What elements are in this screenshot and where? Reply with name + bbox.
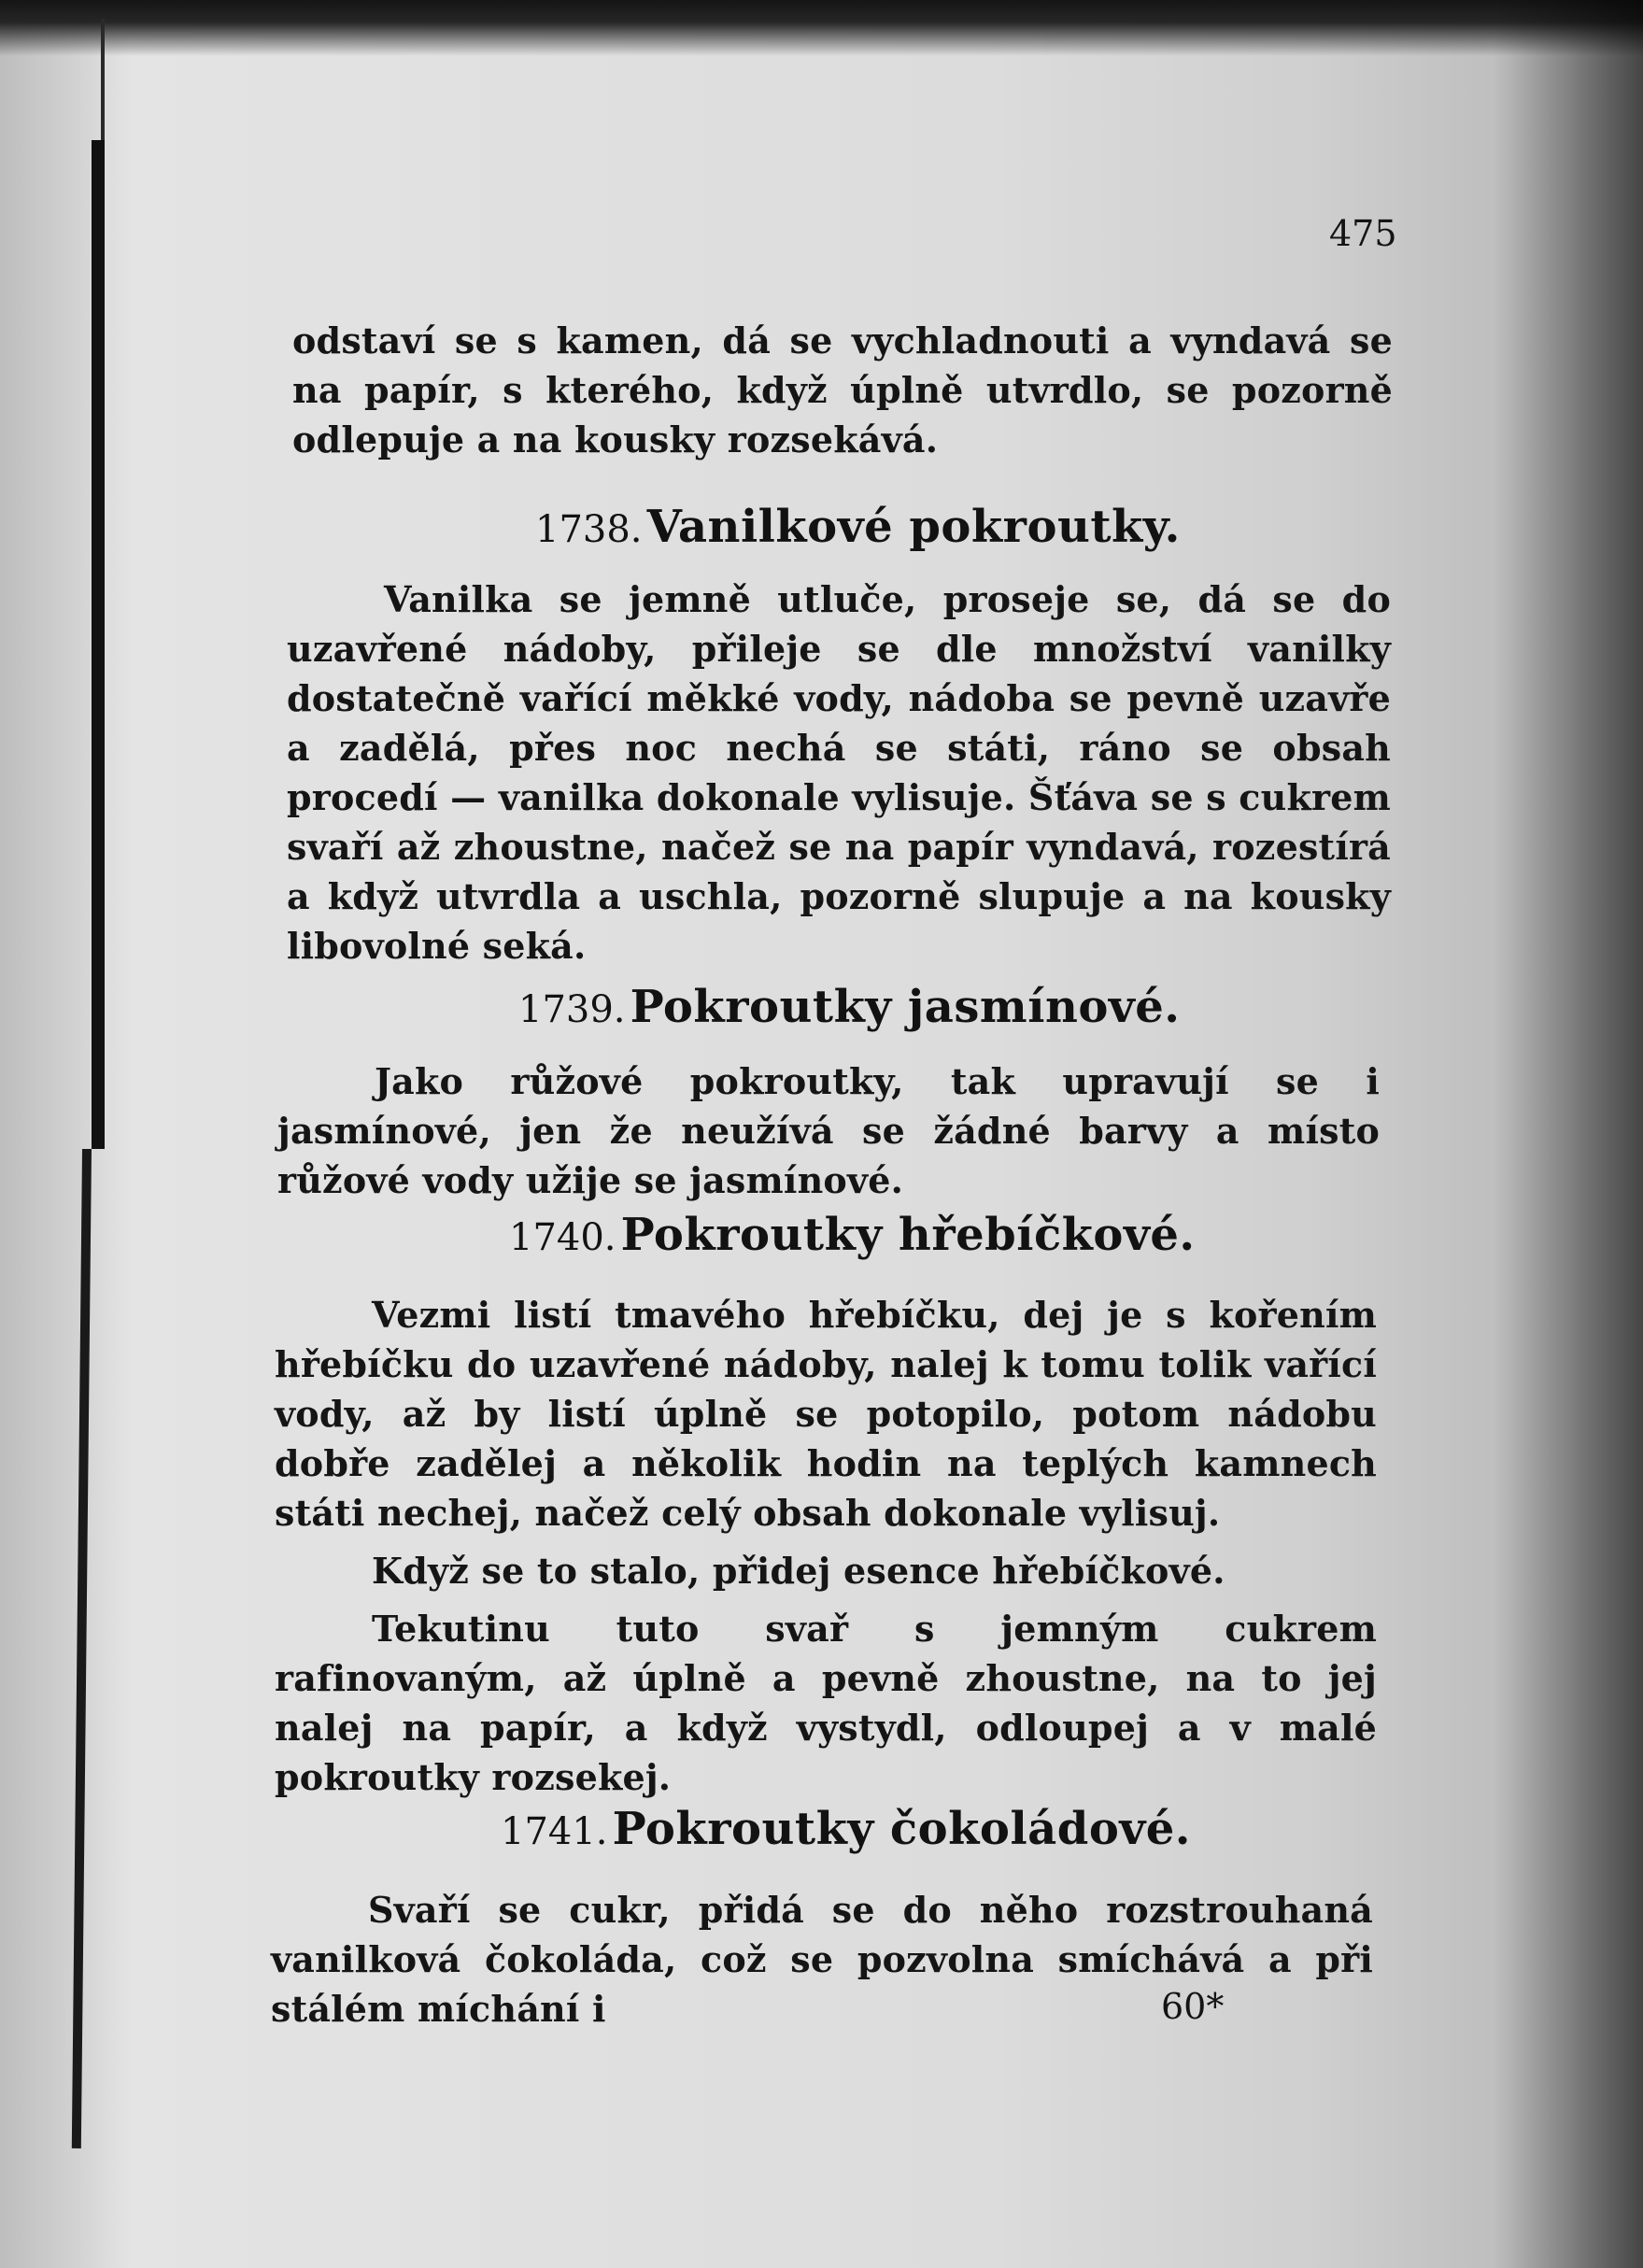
recipe-heading-1739 <box>518 981 1181 1033</box>
recipe-paragraph: Vanilka se jemně utluče, proseje se, dá se do uzavřené nádoby, přileje se dle množství vanilky dostatečně vařící měkké vody, nádoba se pevně uzavře a zadělá, přes noc nechá se státi, ráno se obsah procedí — vanilka dokonale vylisuje. Šťáva se s cukrem svaří až zhoustne, načež se na papír vyndavá, rozestírá a když utvrdla a uschla, pozorně slupuje a na kousky libovolné seká. <box>287 578 1391 967</box>
recipe-number: 1738. <box>535 508 643 551</box>
recipe-paragraph: Jako růžové pokroutky, tak upravují se i jasmínové, jen že neužívá se žádné barvy a místo růžové vody užije se jasmínové. <box>277 1060 1380 1201</box>
recipe-number: 1741. <box>501 1810 608 1853</box>
recipe-heading-1738 <box>535 501 1181 553</box>
intro-paragraph: odstaví se s kamen, dá se vychladnouti a vyndavá se na papír, s kterého, když úplně utvrdlo, se pozorně odlepuje a na kousky rozsekává. <box>292 319 1393 461</box>
recipe-heading-1741 <box>501 1803 1191 1855</box>
right-scan-shadow <box>1494 0 1643 2268</box>
signature-mark: 60* <box>1161 1986 1225 2027</box>
top-scan-shadow <box>0 0 1643 56</box>
recipe-number: 1739. <box>518 988 626 1031</box>
gutter-shadow-line <box>92 140 105 1149</box>
recipe-title: Pokroutky hřebíčkové. <box>620 1209 1196 1261</box>
recipe-title: Vanilkové pokroutky. <box>646 501 1181 553</box>
recipe-title: Pokroutky jasmínové. <box>630 981 1181 1033</box>
binding-edge <box>0 0 131 2268</box>
recipe-paragraph: Svaří se cukr, přidá se do něho rozstrouhaná vanilková čokoláda, což se pozvolna smíchává a při stálém míchání i <box>271 1889 1373 2030</box>
recipe-paragraph: Tekutinu tuto svař s jemným cukrem rafinovaným, až úplně a pevně zhoustne, na to jej nalej na papír, a když vystydl, odloupej a v malé pokroutky rozsekej. <box>275 1608 1377 1798</box>
recipe-number: 1740. <box>509 1216 616 1259</box>
gutter-shadow-line <box>101 19 105 149</box>
recipe-title: Pokroutky čokoládové. <box>612 1803 1191 1855</box>
recipe-heading-1740 <box>509 1209 1196 1261</box>
recipe-paragraph: Vezmi listí tmavého hřebíčku, dej je s kořením hřebíčku do uzavřené nádoby, nalej k tomu tolik vařící vody, až by listí úplně se potopilo, potom nádobu dobře zadělej a několik hodin na teplých kamnech státi nechej, načež celý obsah dokonale vylisuj. <box>275 1294 1377 1534</box>
recipe-paragraph: Když se to stalo, přidej esence hřebíčkové. <box>372 1550 1225 1592</box>
page-number: 475 <box>1329 213 1397 254</box>
